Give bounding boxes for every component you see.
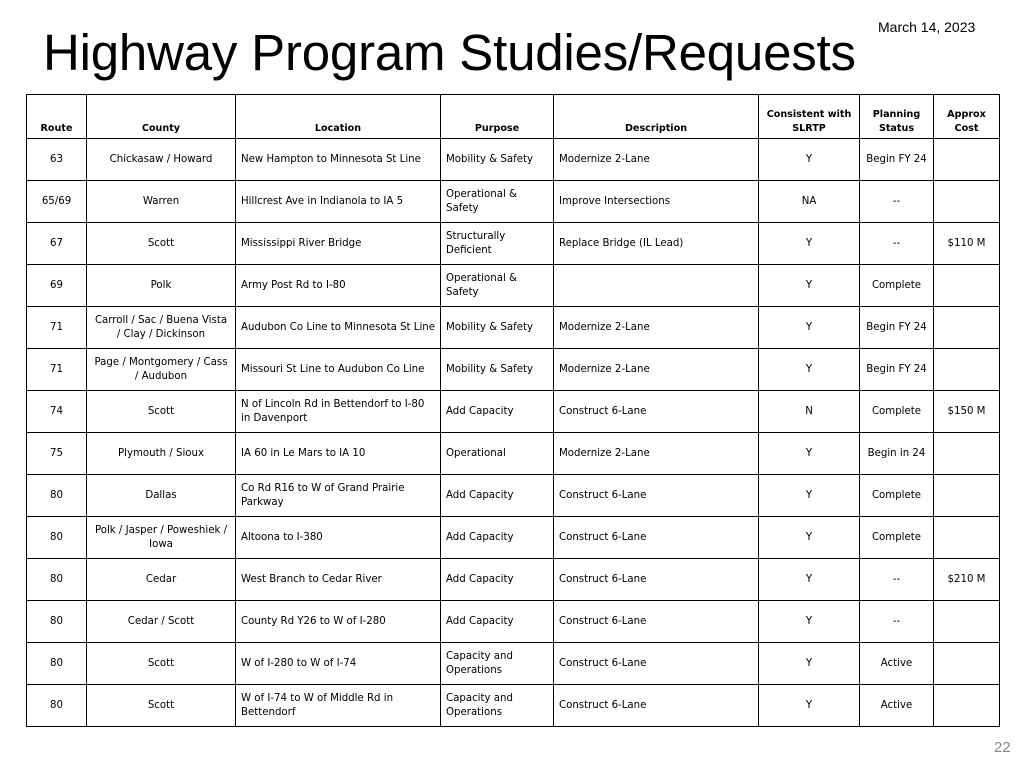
- cell-location: Audubon Co Line to Minnesota St Line: [236, 307, 441, 349]
- cell-route: 80: [27, 517, 87, 559]
- header-slrtp: Consistent with SLRTP: [759, 95, 860, 139]
- cell-route: 65/69: [27, 181, 87, 223]
- cell-county: Page / Montgomery / Cass / Audubon: [87, 349, 236, 391]
- cell-county: Scott: [87, 643, 236, 685]
- cell-slrtp: Y: [759, 601, 860, 643]
- cell-purpose: Mobility & Safety: [441, 349, 554, 391]
- cell-description: [554, 265, 759, 307]
- cell-approx-cost: [934, 433, 1000, 475]
- table-row: [27, 223, 1000, 265]
- cell-slrtp: Y: [759, 517, 860, 559]
- cell-planning-status: Complete: [860, 517, 934, 559]
- cell-county: Chickasaw / Howard: [87, 139, 236, 181]
- table-row: [27, 517, 1000, 559]
- cell-route: 80: [27, 601, 87, 643]
- cell-slrtp: Y: [759, 265, 860, 307]
- cell-approx-cost: $210 M: [934, 559, 1000, 601]
- cell-description: Construct 6-Lane: [554, 685, 759, 727]
- table-row: [27, 391, 1000, 433]
- cell-county: Warren: [87, 181, 236, 223]
- cell-planning-status: --: [860, 601, 934, 643]
- cell-county: Scott: [87, 685, 236, 727]
- cell-approx-cost: $110 M: [934, 223, 1000, 265]
- cell-planning-status: Begin FY 24: [860, 349, 934, 391]
- cell-approx-cost: [934, 475, 1000, 517]
- cell-county: Cedar / Scott: [87, 601, 236, 643]
- cell-county: Polk / Jasper / Poweshiek / Iowa: [87, 517, 236, 559]
- cell-route: 63: [27, 139, 87, 181]
- cell-planning-status: Begin in 24: [860, 433, 934, 475]
- cell-purpose: Add Capacity: [441, 601, 554, 643]
- highway-studies-table: [26, 94, 1000, 727]
- cell-purpose: Mobility & Safety: [441, 139, 554, 181]
- table-row: [27, 559, 1000, 601]
- cell-purpose: Operational: [441, 433, 554, 475]
- cell-description: Improve Intersections: [554, 181, 759, 223]
- cell-purpose: Operational & Safety: [441, 181, 554, 223]
- cell-slrtp: Y: [759, 643, 860, 685]
- cell-route: 75: [27, 433, 87, 475]
- header-planning-status: Planning Status: [860, 95, 934, 139]
- cell-slrtp: Y: [759, 349, 860, 391]
- cell-purpose: Add Capacity: [441, 475, 554, 517]
- cell-slrtp: N: [759, 391, 860, 433]
- table-row: [27, 307, 1000, 349]
- cell-route: 67: [27, 223, 87, 265]
- header-county: County: [87, 95, 236, 139]
- cell-planning-status: Active: [860, 685, 934, 727]
- table-row: [27, 265, 1000, 307]
- cell-slrtp: Y: [759, 433, 860, 475]
- cell-purpose: Structurally Deficient: [441, 223, 554, 265]
- cell-approx-cost: [934, 139, 1000, 181]
- cell-approx-cost: [934, 643, 1000, 685]
- cell-county: Scott: [87, 223, 236, 265]
- cell-county: Polk: [87, 265, 236, 307]
- cell-route: 80: [27, 559, 87, 601]
- cell-description: Modernize 2-Lane: [554, 139, 759, 181]
- cell-county: Dallas: [87, 475, 236, 517]
- page-number: 22: [994, 739, 1011, 756]
- cell-purpose: Add Capacity: [441, 517, 554, 559]
- cell-slrtp: NA: [759, 181, 860, 223]
- cell-planning-status: Begin FY 24: [860, 307, 934, 349]
- cell-location: Hillcrest Ave in Indianola to IA 5: [236, 181, 441, 223]
- cell-slrtp: Y: [759, 559, 860, 601]
- cell-approx-cost: [934, 181, 1000, 223]
- cell-location: N of Lincoln Rd in Bettendorf to I-80 in Davenport: [236, 391, 441, 433]
- cell-location: County Rd Y26 to W of I-280: [236, 601, 441, 643]
- cell-route: 80: [27, 685, 87, 727]
- cell-purpose: Add Capacity: [441, 391, 554, 433]
- cell-approx-cost: [934, 685, 1000, 727]
- header-description: Description: [554, 95, 759, 139]
- cell-route: 74: [27, 391, 87, 433]
- slide-title: Highway Program Studies/Requests: [43, 24, 856, 81]
- cell-slrtp: Y: [759, 685, 860, 727]
- table-row: [27, 349, 1000, 391]
- cell-location: New Hampton to Minnesota St Line: [236, 139, 441, 181]
- table-row: [27, 139, 1000, 181]
- cell-description: Construct 6-Lane: [554, 475, 759, 517]
- cell-route: 80: [27, 643, 87, 685]
- cell-planning-status: Complete: [860, 475, 934, 517]
- table-row: [27, 601, 1000, 643]
- cell-location: Co Rd R16 to W of Grand Prairie Parkway: [236, 475, 441, 517]
- cell-location: West Branch to Cedar River: [236, 559, 441, 601]
- cell-description: Construct 6-Lane: [554, 643, 759, 685]
- cell-approx-cost: [934, 517, 1000, 559]
- cell-slrtp: Y: [759, 139, 860, 181]
- cell-location: Altoona to I-380: [236, 517, 441, 559]
- table-body: [27, 139, 1000, 727]
- cell-description: Modernize 2-Lane: [554, 349, 759, 391]
- cell-planning-status: --: [860, 559, 934, 601]
- cell-route: 80: [27, 475, 87, 517]
- cell-purpose: Capacity and Operations: [441, 685, 554, 727]
- cell-slrtp: Y: [759, 475, 860, 517]
- cell-description: Modernize 2-Lane: [554, 433, 759, 475]
- cell-slrtp: Y: [759, 223, 860, 265]
- cell-planning-status: --: [860, 181, 934, 223]
- cell-location: IA 60 in Le Mars to IA 10: [236, 433, 441, 475]
- cell-location: Mississippi River Bridge: [236, 223, 441, 265]
- cell-planning-status: Begin FY 24: [860, 139, 934, 181]
- cell-planning-status: Complete: [860, 265, 934, 307]
- header-location: Location: [236, 95, 441, 139]
- cell-description: Construct 6-Lane: [554, 559, 759, 601]
- cell-approx-cost: [934, 349, 1000, 391]
- cell-planning-status: Active: [860, 643, 934, 685]
- cell-purpose: Mobility & Safety: [441, 307, 554, 349]
- table-header: [27, 95, 1000, 139]
- cell-route: 71: [27, 349, 87, 391]
- cell-county: Plymouth / Sioux: [87, 433, 236, 475]
- cell-slrtp: Y: [759, 307, 860, 349]
- table-row: [27, 643, 1000, 685]
- cell-approx-cost: $150 M: [934, 391, 1000, 433]
- cell-approx-cost: [934, 601, 1000, 643]
- cell-description: Construct 6-Lane: [554, 517, 759, 559]
- table-row: [27, 181, 1000, 223]
- cell-route: 71: [27, 307, 87, 349]
- table-row: [27, 433, 1000, 475]
- cell-purpose: Operational & Safety: [441, 265, 554, 307]
- cell-planning-status: Complete: [860, 391, 934, 433]
- header-purpose: Purpose: [441, 95, 554, 139]
- cell-purpose: Capacity and Operations: [441, 643, 554, 685]
- cell-county: Carroll / Sac / Buena Vista / Clay / Dickinson: [87, 307, 236, 349]
- cell-location: Missouri St Line to Audubon Co Line: [236, 349, 441, 391]
- cell-location: W of I-280 to W of I-74: [236, 643, 441, 685]
- cell-location: W of I-74 to W of Middle Rd in Bettendorf: [236, 685, 441, 727]
- cell-county: Scott: [87, 391, 236, 433]
- header-route: Route: [27, 95, 87, 139]
- cell-route: 69: [27, 265, 87, 307]
- cell-approx-cost: [934, 265, 1000, 307]
- table-row: [27, 475, 1000, 517]
- header-row: [27, 95, 1000, 139]
- cell-location: Army Post Rd to I-80: [236, 265, 441, 307]
- cell-county: Cedar: [87, 559, 236, 601]
- cell-description: Construct 6-Lane: [554, 391, 759, 433]
- cell-planning-status: --: [860, 223, 934, 265]
- table-row: [27, 685, 1000, 727]
- slide-date: March 14, 2023: [878, 19, 976, 35]
- cell-approx-cost: [934, 307, 1000, 349]
- cell-description: Replace Bridge (IL Lead): [554, 223, 759, 265]
- cell-description: Modernize 2-Lane: [554, 307, 759, 349]
- cell-description: Construct 6-Lane: [554, 601, 759, 643]
- header-approx-cost: Approx Cost: [934, 95, 1000, 139]
- cell-purpose: Add Capacity: [441, 559, 554, 601]
